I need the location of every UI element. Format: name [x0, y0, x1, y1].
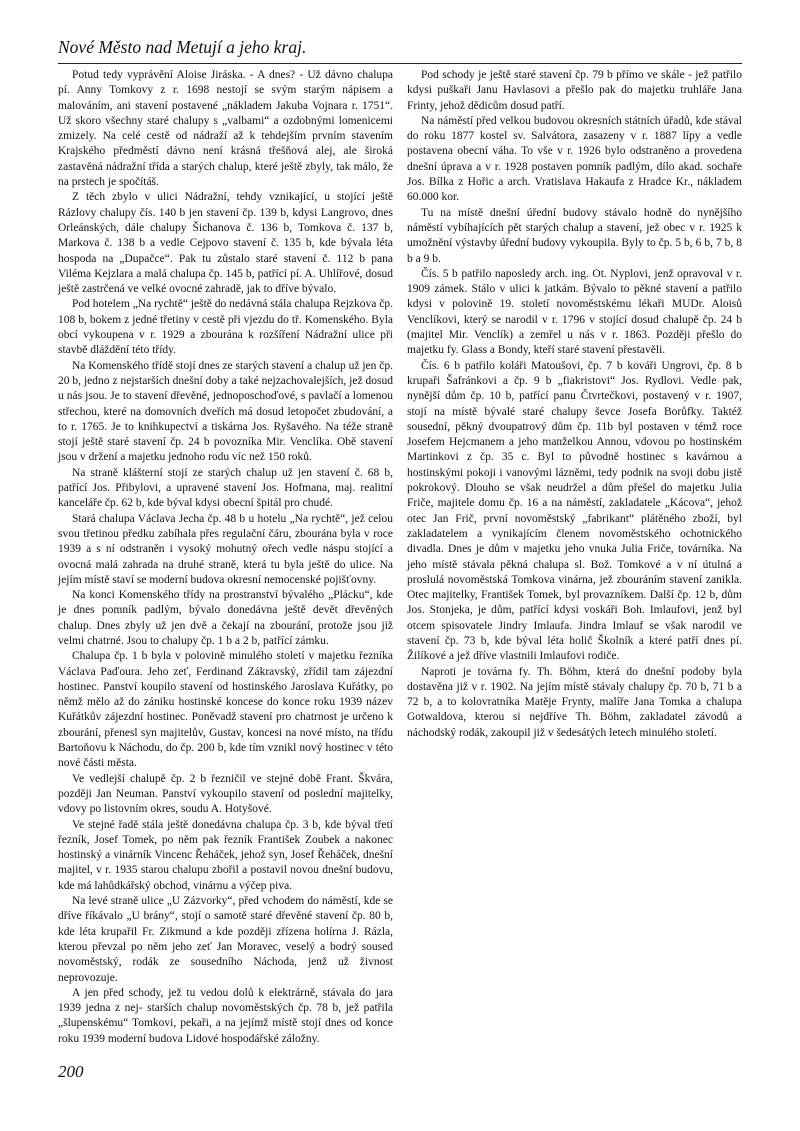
- body-text: [58, 68, 742, 1068]
- paragraph: Z těch zbylo v ulici Nádražní, tehdy vznikající, u stojící ještě Rázlovy chalupy čís. 140 b jen stavení čp. 139 b, kdysi Langrovo, dnes Orleánských, dále chalupy Šichanova č. 136 b, Tomkova č. 137 b, Markova č. 138 b a vedle Cejpovo stavení č. 135 b, kde bývala léta hospoda na „Dupačce“. Pak tu zůstalo staré stavení č. 112 b pana Viléma Kejzlara a malá chalupa čp. 145 b, patřící pí. A. Uhlířové, dosud ještě zastrčená ve velké ovocné zahradě, jak to dříve bývalo.: [58, 191, 393, 296]
- paragraph: Na konci Komenského třídy na prostranství bývalého „Plácku“, kde je dnes pomník padlým, bývalo donedávna ještě devět dřevěných chalup. Dnes zbyly už jen dvě a čekají na zbourání, protože jsou již velmi chatrné. Jsou to chalupy čp. 1 b a 2 b, patřící zámku.: [58, 589, 393, 647]
- paragraph: Chalupa čp. 1 b byla v polovině minulého století v majetku řezníka Václava Paďoura. Jeho zeť, Ferdinand Zákravský, zřídil tam zájezdní hostinec. Panství koupilo stavení od hostinského Jaroslava Kuřátky, po němž mělo až do zániku hostinské koncese do konce roku 1939 název Kuřátkův zájezdní hostinec. Poněvadž stavení pro chatrnost je určeno k zbourání, přenesl syn majitelův, Gustav, koncesi na nové místo, na třídu Bartoňovu k Náchodu, do čp. 200 b, kde tím vznikl nový hostinec v této nové části města.: [58, 650, 393, 770]
- header-rule: [58, 63, 742, 64]
- paragraph: Na straně klášterní stojí ze starých chalup už jen stavení č. 68 b, patřící Jos. Přibylovi, a upravené stavení Jos. Hofmana, maj. realitní kanceláře čp. 62 b, kde býval kdysi obecní špitál pro chudé.: [58, 466, 393, 510]
- paragraph: Pod schody je ještě staré stavení čp. 79 b přímo ve skále - jež patřilo kdysi puškaři Janu Havlasovi a přešlo pak do majetku truhláře Jana Frinty, jehož dědicům dosud patří.: [407, 69, 742, 112]
- paragraph: Čís. 5 b patřilo naposledy arch. ing. Ot. Nyplovi, jenž opravoval v r. 1909 zámek. Stálo v ulici k jatkám. Bývalo to pěkné stavení a patřilo kdysi v polovině 19. století novoměstskému lékaři MUDr. Aloisů Venclíkovi, který se narodil v r. 1796 v stojící dosud chalupě čp. 24 b (majitel Mir. Venclík) a zemřel u nás v r. 1863. Později přešlo do majetku fy. Glass a Bondy, kteří staré stavení přestavěli.: [407, 267, 742, 357]
- paragraph: Naproti je továrna fy. Th. Böhm, která do dnešní podoby byla dostavěna již v r. 1902. Na jejím místě stávaly chalupy čp. 70 b, 71 b a 72 b, a to kolovratníka Matěje Frynty, malíře Jana Tomka a chalupa Gotwaldova, kterou si nejdříve Th. Böhm, zakladatel závodů a náchodský rodák, zakoupil již v šedesátých letech minulého století.: [407, 665, 742, 739]
- paragraph: Tu na místě dnešní úřední budovy stávalo hodně do nynějšího náměstí vybíhajících pět starých chalup a stavení, jež obec v r. 1925 k umožnění výstavby úřední budovy vykoupila. Byly to čp. 5 b, 6 b, 7 b, 8 b a 9 b.: [407, 206, 742, 265]
- paragraph: Na Komenského třídě stojí dnes ze starých stavení a chalup už jen čp. 20 b, jedno z nejstarších dnešní doby a také nejzachovalejších, jež dosud u nás jsou. Je to stavení dřevěné, jednoposchoďové, s pavlačí a lomenou střechou, které na domovních dveřích má dosud letopočet zbudování, a to r. 1765. Je to knihkupectví a tiskárna Jos. Ryšavého. Na téže straně stojí ještě staré stavení čp. 24 b povozníka Mir. Venclíka. Obě stavení jsou v držení a majetku jednoho rodu víc než 150 roků.: [58, 359, 393, 464]
- paragraph: Potud tedy vyprávění Aloise Jiráska. - A dnes? - Už dávno chalupa pí. Anny Tomkovy z r. 1698 nestojí se svým starým nápisem a malováním, ani stavení postavené „nákladem Jakuba Vojnara r. 1751“. Už skoro všechny staré chalupy s „valbami“ a ozdobnými lomenicemi zmizely. Na celé cestě od nádraží až k tehdejším prvním stavením Krajského předměstí dávno není krásná třešňová alej, ale široká zastavěná nádražní třída a starých chalup, které ještě zbyly, tak málo, že na prstech je spočítáš.: [58, 69, 393, 189]
- paragraph: Na levé straně ulice „U Zázvorky“, před vchodem do náměstí, kde se dříve říkávalo „U brány“, stojí o samotě staré dřevěné stavení čp. 80 b, kde léta krupařil Fr. Zikmund a kde později zřízena holírna J. Rázla, kterou převzal po něm jeho zeť Jan Moravec, veselý a bodrý soused novoměstský, rodák ze sousedního Náchoda, jenž už živnost neprovozuje.: [58, 895, 393, 984]
- paragraph: A jen před schody, jež tu vedou dolů k elektrárně, stávala do jara 1939 jedna z nej- starších chalup novoměstských čp. 78 b, jež patřila „šlupenskému“ Tomkovi, pekaři, a na jejímž místě stojí dnes od konce roku 1939 moderní budova Lidové hospodářské záložny.: [58, 986, 393, 1045]
- paragraph: Ve stejné řadě stála ještě donedávna chalupa čp. 3 b, kde býval třetí řezník, Josef Tomek, po něm pak řezník František Zoubek a nakonec hostinský a vinárník Vincenc Řeháček, jehož syn, Josef Řeháček, dnešní majitel, v r. 1935 starou chalupu zbořil a postavil novou dnešní budovu, kde má lahůdkářský obchod, vinárnu a výčep piva.: [58, 818, 393, 892]
- paragraph: Pod hotelem „Na rychtě“ ještě do nedávná stála chalupa Rejzkova čp. 108 b, bokem z jedné třetiny v cestě při vjezdu do tř. Komenského. Byla obcí vykoupena v r. 1929 a zbourána k rozšíření Nádražní ulice při stavbě dláždění této třídy.: [58, 298, 393, 357]
- page-number: 200: [58, 1062, 84, 1081]
- paragraph: Stará chalupa Václava Jecha čp. 48 b u hotelu „Na rychtě“, jež celou svou třetinou předku zabíhala přes regulační čáru, zbourána byla v roce 1939 a s ní odstraněn i vysoký mohutný ořech vedle náspu stojící a ovocná malá zahrada na druhé straně, která tu byla ještě do ulice. Na jejím místě staví se moderní budova okresní nemocenské pojišťovny.: [58, 512, 393, 586]
- running-title: Nové Město nad Metují a jeho kraj.: [58, 37, 307, 57]
- paragraph: Na náměstí před velkou budovou okresních státních úřadů, kde stával do roku 1877 kostel sv. Salvátora, zasazeny v r. 1887 lípy a vedle postavena obecní váha. To vše v r. 1926 bylo odstraněno a provedena dnešní úprava a v r. 1928 postaven pomník padlým, dílo akad. sochaře Jos. Bílka z Hořic a arch. Vratislava Hakaufa z Hradce Kr., nákladem 60.000 kor.: [407, 114, 742, 204]
- paragraph: Čís. 6 b patřilo koláři Matoušovi, čp. 7 b kováři Ungrovi, čp. 8 b krupaři Šafránkovi a čp. 9 b „fiakristovi“ Jos. Rydlovi. Vedle pak, nynější dům čp. 10 b, patřící panu Čtvrtečkovi, postavený v r. 1907, stojí na místě bývalé staré chalupy ševce Josefa Borůfky. Taktéž sousední, pěkný dvoupatrový dům čp. 11b byl postaven v témž roce Josefem Hejcmanem a jeho manželkou Annou, vdovou po hostinském Martinkovi z čp. 35 c. Byl to původně hostinec s kavárnou a hostinskými pokoji i vanovými lázněmi, tedy podnik na svoji dobu jistě pokrokový. Dlouho se však neudržel a dům přešel do majetku Julia Friče, majitele domu čp. 16 a na náměstí, zakladatele „Kácova“, jehož otec Jan Frič, první novoměstský „fabrikant“ plátěného zboží, byl zakladatelem a vynikajícím členem novoměstského ochotnického divadla. Dnes je dům v majetku jeho vnuka Julia Friče, továrníka. Na jeho místě stávala pěkná chalupa sl. Bož. Tomkové a v ní útulná a proslulá novoměstská Tomkova vinárna, jež zbouráním stavení zanikla. Otec majitelky, František Tomek, byl provazníkem. Další čp. 12 b, dům Jos. Stonjeka, je dům, patřící kdysi voskáři Boh. Imlaufovi, jenž byl otcem spisovatele Jindry Imlaufa. Jindra Imlauf se však narodil ve stavení čp. 73 b, kde býval léta holič Školník a které patří dnes pí. Žilíkové a jež dříve vlastnili Imlaufovi rodiče.: [407, 359, 742, 663]
- paragraph: Ve vedlejší chalupě čp. 2 b řezničil ve stejné době Frant. Škvára, později Jan Neuman. Panství vykoupilo stavení od poslední majitelky, vdovy po listovním okres, soudu A. Hotyšové.: [58, 772, 393, 816]
